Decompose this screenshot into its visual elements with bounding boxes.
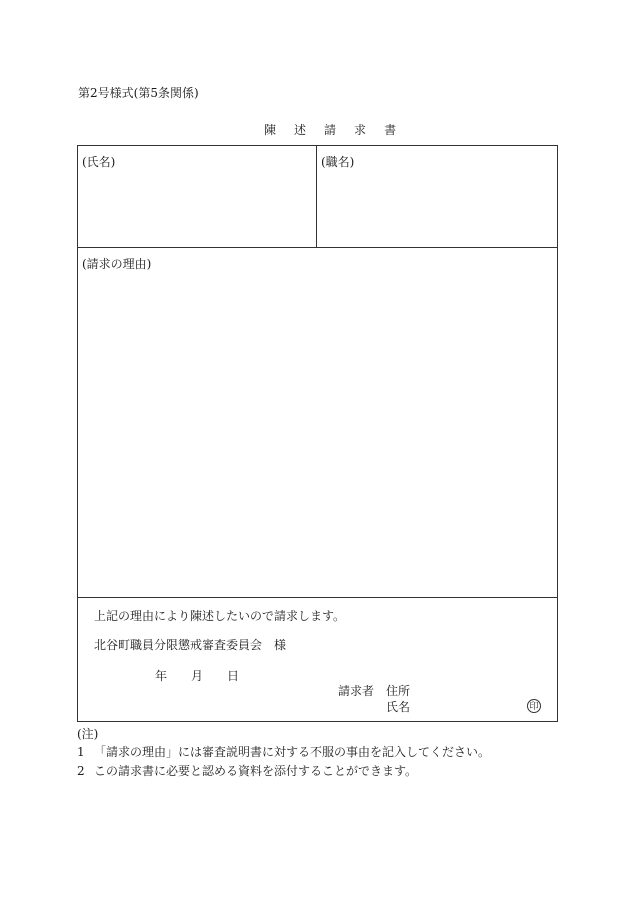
addressee: 北谷町職員分限懲戒審査委員会 様 <box>94 638 287 652</box>
date-day-label: 日 <box>227 669 240 683</box>
note-text: この請求書に必要と認める資料を添付することができます。 <box>94 764 418 778</box>
date-month-label: 月 <box>191 669 204 683</box>
title-char: 請 <box>324 123 337 137</box>
position-field-label: (職名) <box>321 155 355 169</box>
title-char: 述 <box>294 123 307 137</box>
name-field-label: (氏名) <box>82 155 116 169</box>
request-statement: 上記の理由により陳述したいので請求します。 <box>94 609 346 623</box>
document-title <box>264 123 396 137</box>
reason-field-label: (請求の理由) <box>82 257 152 271</box>
header-divider <box>77 247 558 248</box>
title-char: 書 <box>384 123 397 137</box>
note-number: 1 <box>77 745 85 759</box>
requester-name-label: 氏名 <box>386 700 411 714</box>
reason-divider <box>77 597 558 598</box>
date-year-label: 年 <box>155 669 168 683</box>
note-text: 「請求の理由」には審査説明書に対する不服の事由を記入してください。 <box>94 745 491 759</box>
address-label: 住所 <box>386 684 411 698</box>
note-number: 2 <box>77 764 85 778</box>
form-number: 第2号様式(第5条関係) <box>78 86 199 100</box>
title-char: 求 <box>354 123 367 137</box>
name-position-divider <box>316 145 317 248</box>
form-frame <box>77 145 558 722</box>
notes-heading: (注) <box>77 727 99 741</box>
requester-label: 請求者 <box>338 684 375 698</box>
seal-icon: 印 <box>527 699 541 713</box>
title-char: 陳 <box>264 123 277 137</box>
